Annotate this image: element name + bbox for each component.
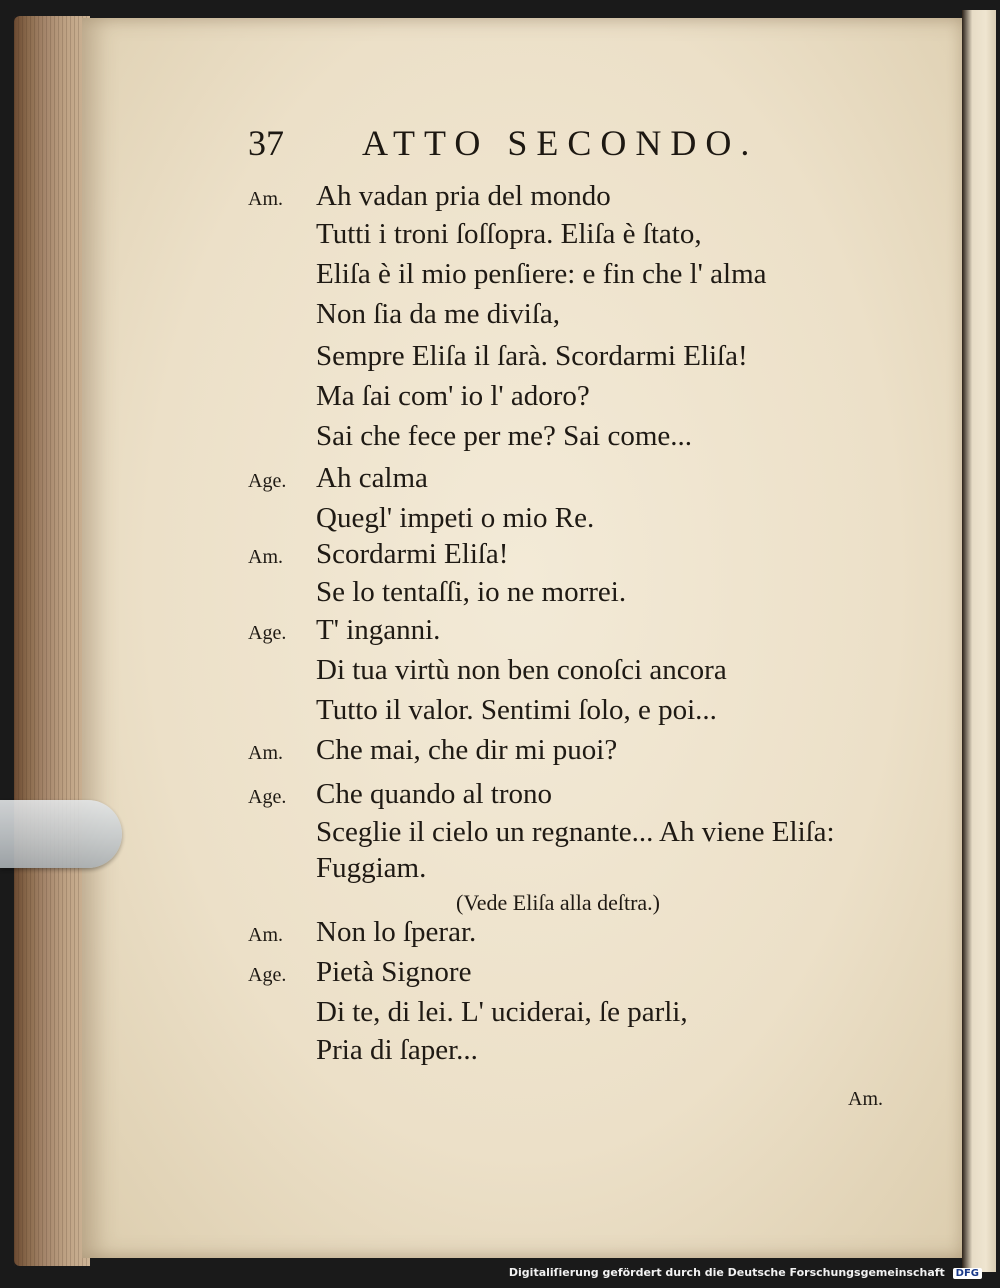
speaker-name: Am. [248,546,283,568]
verse-line [248,218,908,258]
verse-text: Se lo tentaſſi, io ne morrei. [316,576,627,608]
verse-text: Tutto il valor. Sentimi ſolo, e poi... [316,694,717,726]
verse-text: Eliſa è il mio penſiere: e fin che l' alma [316,258,767,290]
verse-text: Di tua virtù non ben conoſci ancora [316,654,727,686]
verse-text: Di te, di lei. L' uciderai, ſe parli, [316,996,688,1028]
verse-line [248,462,908,502]
verse-line [248,614,908,654]
verse-line [248,420,908,460]
verse-line [248,1034,908,1074]
next-page-edge [962,10,996,1272]
verse-text: Pria di ſaper... [316,1034,478,1066]
verse-line [248,778,908,818]
page-clip [0,800,122,868]
speaker-name: Age. [248,786,287,808]
verse-line [248,734,908,774]
verse-line [248,180,908,220]
verse-text: Sempre Eliſa il ſarà. Scordarmi Eliſa! [316,340,748,372]
running-head [248,122,808,168]
speaker-name: Am. [248,924,283,946]
dfg-logo: DFG [953,1268,982,1279]
verse-text: Non ſia da me diviſa, [316,298,561,330]
verse-line [248,258,908,298]
verse-line [248,694,908,734]
verse-text: Tutti i troni ſoſſopra. Eliſa è ſtato, [316,218,702,250]
verse-line [248,298,908,338]
verse-line [248,996,908,1036]
verse-line [248,538,908,578]
verse-text: T' inganni. [316,614,441,646]
verse-text: Fuggiam. [316,852,427,884]
verse-line [248,816,908,856]
verse-line [248,852,908,892]
verse-text: Che quando al trono [316,778,552,810]
verse-line [248,654,908,694]
speaker-name: Am. [248,742,283,764]
verse-text: Quegl' impeti o mio Re. [316,502,595,534]
catchword: Am. [848,1088,883,1110]
verse-line [248,380,908,420]
book-edge [14,16,90,1266]
speaker-name: Age. [248,470,287,492]
speaker-name: Am. [248,188,283,210]
verse-text: Ah calma [316,462,428,494]
stage-direction: (Vede Eliſa alla deſtra.) [456,890,661,915]
verse-text: Pietà Signore [316,956,472,988]
verse-text: Ma ſai com' io l' adoro? [316,380,590,412]
verse-text: Scordarmi Eliſa! [316,538,509,570]
verse-line [248,916,908,956]
verse-line [248,956,908,996]
verse-line [248,340,908,380]
verse-text: Sceglie il cielo un regnante... Ah viene Eliſa: [316,816,835,848]
act-title: ATTO SECONDO. [362,123,759,163]
verse-text: Non lo ſperar. [316,916,477,948]
verse-line [248,502,908,542]
digitization-credit [509,1266,982,1284]
page-number: 37 [248,123,284,163]
speaker-name: Age. [248,622,287,644]
verse-text: Che mai, che dir mi puoi? [316,734,618,766]
credit-text: Digitaliſierung gefördert durch die Deutsche Forschungsgemeinschaft [508,1266,945,1279]
speaker-name: Age. [248,964,287,986]
verse-text: Ah vadan pria del mondo [316,180,611,212]
verse-line [248,576,908,616]
verse-text: Sai che fece per me? Sai come... [316,420,693,452]
